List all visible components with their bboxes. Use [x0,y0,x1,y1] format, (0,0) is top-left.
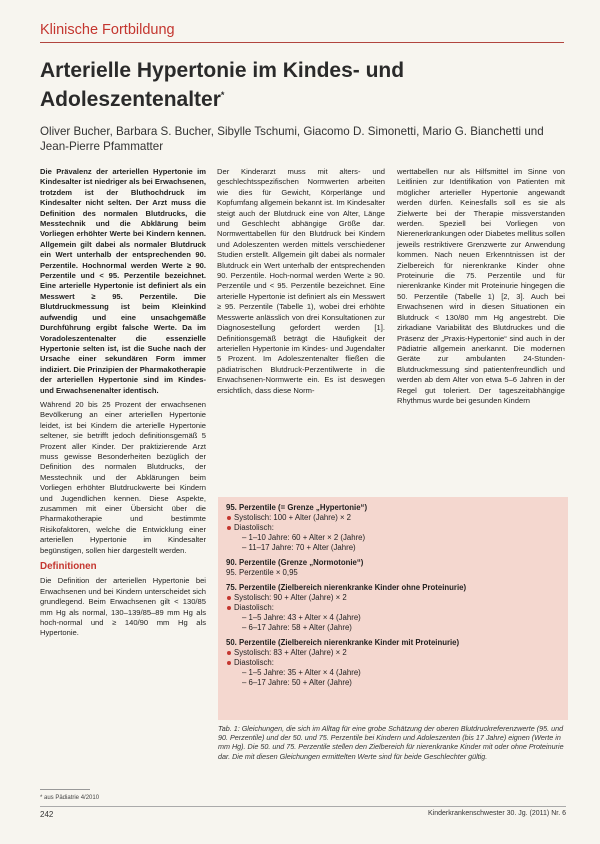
intro-paragraph: Während 20 bis 25 Prozent der erwachsenen Bevölkerung an einer arteriellen Hypertonie leidet, ist bei Kindern die arterielle Hypertonie seltener, sie betrifft jedoch definitionsgemäß 5 Prozent aller Kinder. Der praktizierende Arzt muss gewisse Besonderheiten bezüglich der Definition des normalen Blutdrucks, der Messtechnik und der Abklärungen beim Vorliegen erhöhter Blutdruckwerte bei Kindern und Jugendlichen kennen. Diese Aspekte, zusammen mit einer Übersicht über die Pharmakotherapie und bestimmte Risikofaktoren, welche die Entwicklung einer arteriellen Hypertonie im Kindesalter begünstigen, sollen hier dargestellt werden. [40,399,206,555]
abstract: Die Prävalenz der arteriellen Hypertonie im Kindesalter ist niedriger als bei Erwachsenen, trotzdem ist der Bluthochdruck im Kindesalter nicht selten. Der Arzt muss die Definition des normalen Blutdrucks, die Messtechnik und die Abklärung beim Vorliegen erhöhter Werte bei Kindern kennen. Allgemein gilt dabei als normaler Blutdruck ein Wert unterhalb der entsprechenden 90. Perzentile. Hochnormal werden Werte ≥ 90. Perzentile und < 95. Perzentile bezeichnet. Eine arterielle Hypertonie ist definiert als ein Messwert ≥ 95. Perzentile. Die Blutdruckmessung ist beim Kleinkind aufwendig und eine unsachgemäße Durchführung ergibt falsche Werte. Da im Voradoleszentenalter die essenzielle Hypertonie selten ist, ist die Suche nach der Ursache einer sekundären Form immer indiziert. Die Prinzipien der Pharmakotherapie der arteriellen Hypertonie sind im Kindes- und Erwachsenenalter identisch. [40,167,206,395]
column-3 [397,167,565,410]
definition-paragraph: Die Definition der arteriellen Hypertonie bei Erwachsenen und bei Kindern unterscheidet sich grundlegend. Beim Erwachsenen gilt < 130/85 mm Hg als normal, 130–139/85–89 mm Hg als hoch-normal und ≥ 140/90 mm Hg als Hypertonie. [40,576,206,638]
box-item: Systolisch: 100 + Alter (Jahre) × 2 [226,513,560,523]
box-subitem: – 1–5 Jahre: 43 + Alter × 4 (Jahre) [242,613,361,622]
box-item: Systolisch: 90 + Alter (Jahre) × 2 [226,593,560,603]
journal-reference: Kinderkrankenschwester 30. Jg. (2011) Nr. 6 [428,810,566,817]
column-2-text: Der Kinderarzt muss mit alters- und geschlechtsspezifischen Normwerten arbeiten wie dies für Gewicht, Körperlänge und Kopfumfang allgemein bekannt ist. Im Kindesalter steigt auch der Blutdruck eine von Alter, Länge und Geschlecht abhängige Größe dar. Normwerttabellen für den Blutdruck bei Kindern und Adoleszenten werden mittels verschiedener Studien erstellt. Allgemein gilt dabei als normaler Blutdruck ein Wert unterhalb der entsprechenden 90. Perzentile. Hoch-normal werden Werte ≥ 90. Perzentile und < 95. Perzentile bezeichnet. Eine arterielle Hypertonie ist definiert als ein Messwert ≥ 95. Perzentile (Tabelle 1), wobei drei erhöhte Messwerte anlässlich von drei Konsultationen zur Diagnosestellung gefordert werden [1]. Definitionsgemäß beträgt die Häufigkeit der arteriellen Hypertonie im Kindes- und Jugendalter 5 Prozent. Im Adoleszentenalter fließen die pädiatrischen Blutdruck-Perzentilwerte in die Erwachsenen-Normwerte ein. Es ist deswegen ersichtlich, dass diese Norm- [217,167,385,395]
section-heading-definitionen: Definitionen [40,561,97,573]
box-subitem: – 1–10 Jahre: 60 + Alter × 2 (Jahre) [242,533,366,542]
box-subitem: – 6–17 Jahre: 58 + Alter (Jahre) [242,623,352,632]
section-label: Klinische Fortbildung [40,22,175,38]
column-3-text: werttabellen nur als Hilfsmittel im Sinne von Leitlinien zur Identifikation von Patienten mit möglicher arterieller Hypertonie angewandt werden dürfen. Keinesfalls soll es sie als Zielwerte bei der Therapie missverstanden werden. Speziell bei Vorliegen von Nierenerkrankungen oder Diabetes mellitus sollen jeweils restriktivere Grenzwerte zur Anwendung kommen. Nach neuen Erkenntnissen ist der Zielbereich für nierenkranke Kinder ohne Proteinurie die 75. Perzentile und für nierenkranke Kinder mit Proteinurie hingegen die 50. Perzentile (Tabelle 1) [2, 3]. Auch bei Erwachsenen wird in diesen Situationen ein Blutdruck < 130/80 mm Hg angestrebt. Die zirkadiane Variabilität des Blutdruckes und die Präsenz der „Praxis-Hypertonie“ sind auch in der Pädiatrie allgemein anerkannt. Die modernen Geräte zur ambulanten 24-Stunden-Blutdruckmessung sind patientenfreundlich und werden ab dem Alter von etwa 5–6 Jahren in der Regel gut toleriert. Der tageszeitabhängige Rhythmus wurde bei gesunden Kindern [397,167,565,405]
footer-rule [40,806,566,807]
box-title-95: 95. Perzentile (= Grenze „Hypertonie“) [226,503,368,512]
box-item: 95. Perzentile × 0,95 [226,568,298,577]
footnote-rule [40,789,90,790]
box-title-90: 90. Perzentile (Grenze „Normotonie“) [226,558,364,567]
box-item: Diastolisch: [226,658,560,668]
table-1-box [218,497,568,720]
article-title: Arterielle Hypertonie im Kindes- und Adoleszentenalter* [40,59,405,111]
author-list: Oliver Bucher, Barbara S. Bucher, Sibylle Tschumi, Giacomo D. Simonetti, Mario G. Bianchetti und Jean-Pierre Pfammatter [40,125,544,153]
footnote: * aus Pädiatrie 4/2010 [40,795,100,801]
box-item: Diastolisch: [226,603,560,613]
title-footnote-mark: * [220,90,225,100]
box-item: Systolisch: 83 + Alter (Jahre) × 2 [226,648,560,658]
box-title-75: 75. Perzentile (Zielbereich nierenkranke Kinder ohne Proteinurie) [226,583,467,592]
box-item: Diastolisch: [226,523,560,533]
table-1-caption: Tab. 1: Gleichungen, die sich im Alltag für eine grobe Schätzung der oberen Blutdruckreferenzwerte (95. und 90. Perzentile) und der 50. und 75. Perzentile bei Kindern und Adoleszenten (bis 17 Jahre) eignen (Werte in mm Hg). Die 50. und 75. Perzentile stellen den Zielbereich für nierenkranke Kinder mit oder ohne Proteinurie dar. Die mit diesen Gleichungen ermittelten Werte sind für beide Geschlechter gültig. [218,724,564,761]
column-2 [217,167,385,400]
box-subitem: – 6–17 Jahre: 50 + Alter (Jahre) [242,678,352,687]
box-subitem: – 11–17 Jahre: 70 + Alter (Jahre) [242,543,356,552]
column-1 [40,167,206,643]
header-rule [40,42,564,43]
box-title-50: 50. Perzentile (Zielbereich nierenkranke Kinder mit Proteinurie) [226,638,460,647]
box-subitem: – 1–5 Jahre: 35 + Alter × 4 (Jahre) [242,668,361,677]
page-number: 242 [40,810,54,819]
